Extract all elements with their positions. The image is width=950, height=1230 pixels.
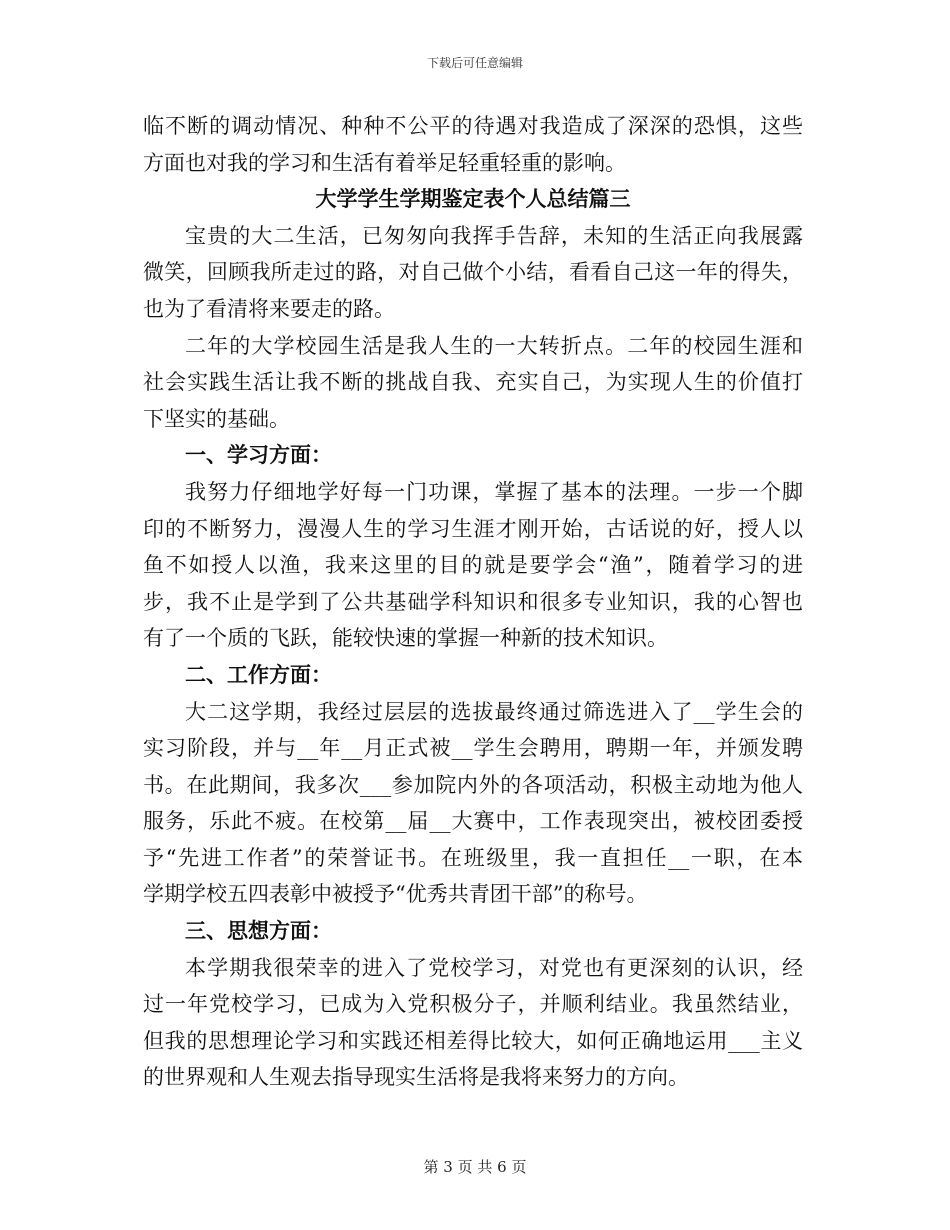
text-line: 学期学校五四表彰中被授予“优秀共青团干部”的称号。 <box>143 882 648 907</box>
section-title: 大学学生学期鉴定表个人总结篇三 <box>315 186 631 212</box>
text-line: 但我的思想理论学习和实践还相差得比较大，如何正确地运用___主义 <box>143 1028 803 1053</box>
text-line: 实习阶段，并与__年__月正式被__学生会聘用，聘期一年，并颁发聘 <box>143 736 803 761</box>
text-line: 步，我不止是学到了公共基础学科知识和很多专业知识，我的心智也 <box>143 589 803 614</box>
text-line: 下坚实的基础。 <box>143 406 290 431</box>
text-line: 社会实践生活让我不断的挑战自我、充实自己，为实现人生的价值打 <box>143 370 803 395</box>
section-heading: 一、学习方面： <box>185 442 332 468</box>
text-line: 二年的大学校园生活是我人生的一大转折点。二年的校园生涯和 <box>185 333 803 358</box>
text-line: 也为了看清将来要走的路。 <box>143 296 395 321</box>
text-line: 宝贵的大二生活，已匆匆向我挥手告辞，未知的生活正向我展露 <box>185 223 803 248</box>
page-header: 下载后可任意编辑 <box>426 56 523 70</box>
text-line: 临不断的调动情况、种种不公平的待遇对我造成了深深的恐惧，这些 <box>143 114 803 138</box>
text-line: 印的不断努力，漫漫人生的学习生涯才刚开始，古话说的好，授人以 <box>143 516 803 541</box>
section-heading: 三、思想方面： <box>185 918 332 944</box>
text-line: 书。在此期间，我多次___参加院内外的各项活动，积极主动地为他人 <box>143 772 803 797</box>
text-line: 的世界观和人生观去指导现实生活将是我将来努力的方向。 <box>143 1065 689 1090</box>
page-footer: 第 3 页 共 6 页 <box>423 1158 527 1176</box>
text-line: 予“先进工作者”的荣誉证书。在班级里，我一直担任__一职，在本 <box>143 845 803 870</box>
text-line: 本学期我很荣幸的进入了党校学习，对党也有更深刻的认识，经 <box>185 955 803 980</box>
text-line: 鱼不如授人以渔，我来这里的目的就是要学会“渔”，随着学习的进 <box>143 553 803 578</box>
text-line: 方面也对我的学习和生活有着举足轻重轻重的影响。 <box>143 150 626 175</box>
document-body <box>143 108 803 1096</box>
text-line: 微笑，回顾我所走过的路，对自己做个小结，看看自己这一年的得失， <box>143 260 803 285</box>
section-heading: 二、工作方面： <box>185 661 332 687</box>
text-line: 有了一个质的飞跃，能较快速的掌握一种新的技术知识。 <box>143 626 668 651</box>
text-line: 服务，乐此不疲。在校第__届__大赛中，工作表现突出，被校团委授 <box>143 809 803 834</box>
text-line: 我努力仔细地学好每一门功课，掌握了基本的法理。一步一个脚 <box>185 479 803 504</box>
text-line: 过一年党校学习，已成为入党积极分子，并顺利结业。我虽然结业， <box>143 992 803 1017</box>
text-line: 大二这学期，我经过层层的选拔最终通过筛选进入了__学生会的 <box>185 699 803 724</box>
